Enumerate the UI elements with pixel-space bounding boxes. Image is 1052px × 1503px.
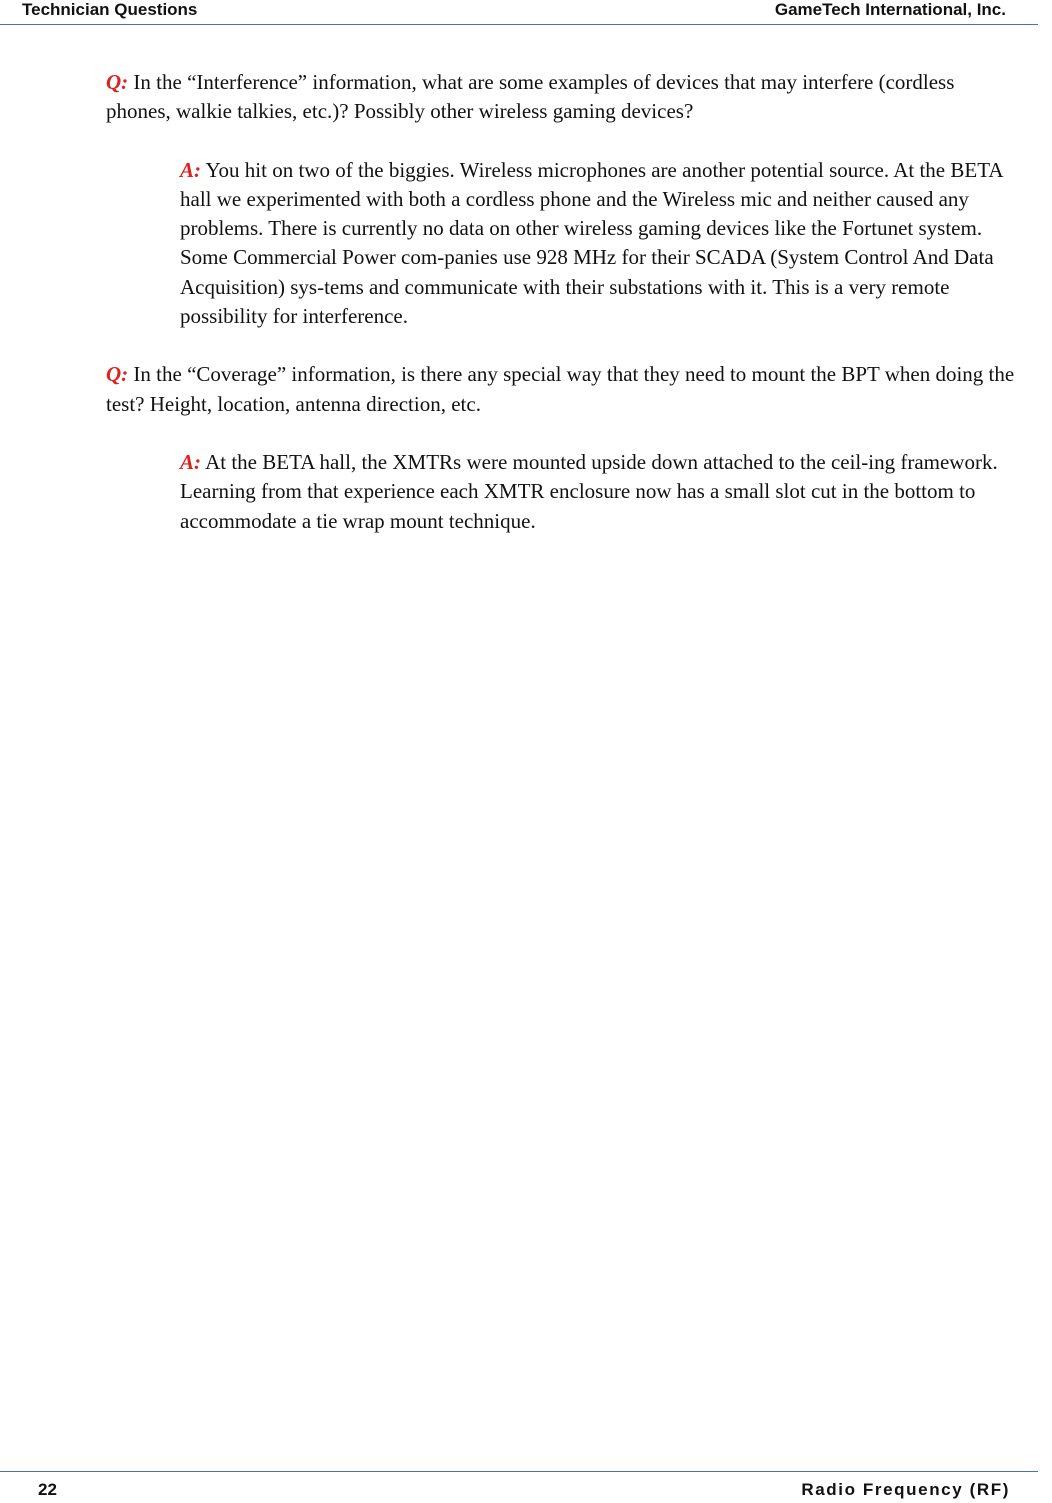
- answer-text: You hit on two of the biggies. Wireless microphones are another potential source. At the BETA hall we experimented with both a cordless phone and the Wireless mic and neither caused any problems. There is currently no data on other wireless gaming devices like the Fortunet system. Some Commercial Power com-panies use 928 MHz for their SCADA (System Control And Data Acquisition) sys-tems and communicate with their substations with it. This is a very remote possibility for interference.: [180, 157, 1003, 329]
- question-1: [106, 68, 1016, 127]
- page-footer: [0, 1476, 1052, 1502]
- answer-label: A:: [180, 449, 201, 474]
- answer-label: A:: [180, 157, 201, 182]
- answer-1: [180, 156, 1016, 332]
- header-rule: [0, 24, 1038, 25]
- page-header: [0, 0, 1052, 24]
- header-company: GameTech International, Inc.: [774, 0, 1006, 19]
- header-title: Technician Questions: [22, 0, 198, 19]
- answer-2: [180, 448, 1016, 536]
- question-text: In the “Interference” information, what are some examples of devices that may interfere (cordless phones, walkie talkies, etc.)? Possibly other wireless gaming devices?: [106, 70, 955, 124]
- document-body: [106, 68, 1016, 565]
- question-label: Q:: [106, 362, 129, 387]
- question-text: In the “Coverage” information, is there any special way that they need to mount the BPT when doing the test? Height, location, antenna direction, etc.: [106, 362, 1015, 416]
- question-label: Q:: [106, 70, 129, 94]
- page-number: 22: [38, 1480, 57, 1499]
- answer-text: At the BETA hall, the XMTRs were mounted upside down attached to the ceil-ing framework. Learning from that experience each XMTR enclosure now has a small slot cut in the bottom to accommodate a tie wrap mount technique.: [180, 449, 998, 533]
- question-2: [106, 360, 1016, 419]
- footer-section-title: Radio Frequency (RF): [801, 1480, 1010, 1499]
- footer-rule: [0, 1471, 1038, 1472]
